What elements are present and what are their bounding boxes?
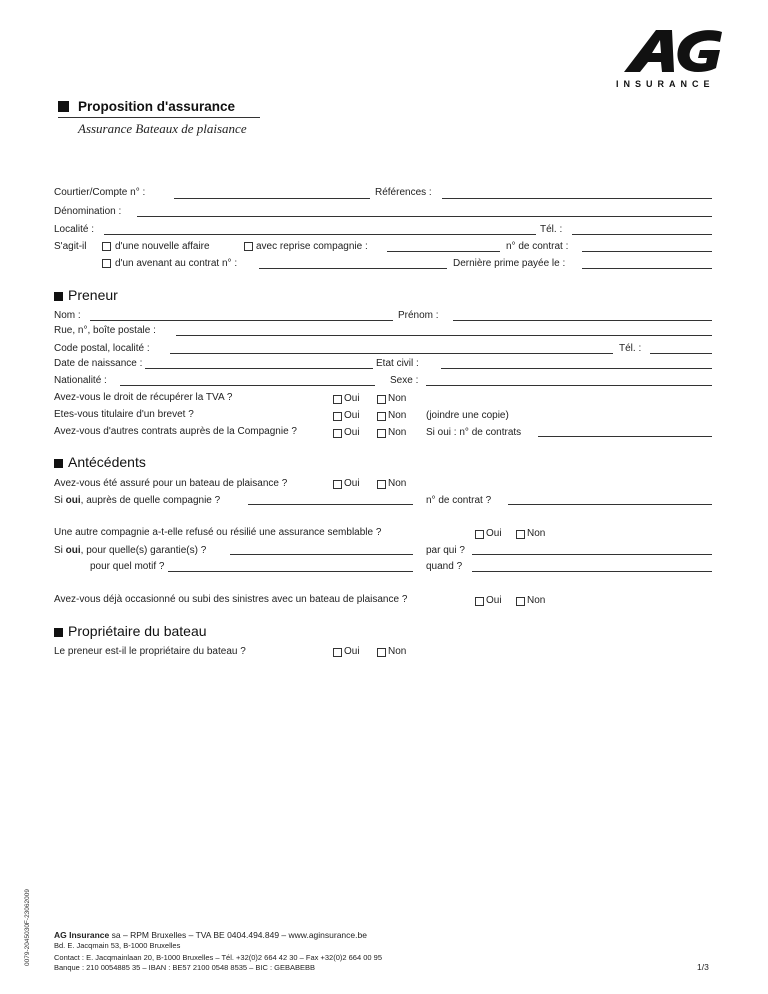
ag-logo [618,22,728,92]
contrat-label: n° de contrat ? [426,495,492,506]
tva-oui-checkbox[interactable] [333,395,342,404]
assure-non-label: Non [388,478,407,489]
compagnie-label: Si oui, auprès de quelle compagnie ? [54,495,221,506]
assure-oui-checkbox[interactable] [333,480,342,489]
localite-field[interactable] [104,234,536,235]
refus-non-label: Non [527,528,546,539]
etat-civil-label: Etat civil : [376,358,419,369]
garantie-label: Si oui, pour quelle(s) garantie(s) ? [54,545,207,556]
courtier-label: Courtier/Compte n° : [54,187,146,198]
reprise-checkbox[interactable] [244,242,253,251]
sinistres-oui-label: Oui [486,595,502,606]
sexe-label: Sexe : [390,375,419,386]
tva-non-checkbox[interactable] [377,395,386,404]
q-assure: Avez-vous été assuré pour un bateau de plaisance ? [54,478,288,489]
q-contrats: Avez-vous d'autres contrats auprès de la Compagnie ? [54,426,297,437]
assure-oui-label: Oui [344,478,360,489]
nom-label: Nom : [54,310,81,321]
refus-non-checkbox[interactable] [516,530,525,539]
page-subtitle: Assurance Bateaux de plaisance [78,121,247,136]
preneur-marker-icon [54,292,63,301]
si-oui-contrats-label: Si oui : n° de contrats [426,427,522,438]
parqui-field[interactable] [472,554,712,555]
tva-oui-label: Oui [344,393,360,404]
contrat-field[interactable] [508,504,712,505]
prime-field[interactable] [582,268,712,269]
nouvelle-affaire-label: d'une nouvelle affaire [115,241,210,252]
prime-label: Dernière prime payée le : [453,258,566,269]
header-rule [58,117,260,118]
rue-field[interactable] [176,335,712,336]
brevet-non-checkbox[interactable] [377,412,386,421]
localite-label: Localité : [54,224,95,235]
etat-civil-field[interactable] [441,368,712,369]
motif-label: pour quel motif ? [90,561,165,572]
denomination-label: Dénomination : [54,206,122,217]
footer-line1: AG Insurance sa – RPM Bruxelles – TVA BE 0404.494.849 – www.aginsurance.be [54,930,367,940]
reprise-label: avec reprise compagnie : [256,241,368,252]
parqui-label: par qui ? [426,545,465,556]
q-sinistres: Avez-vous déjà occasionné ou subi des sinistres avec un bateau de plaisance ? [54,594,408,605]
q-proprietaire: Le preneur est-il le propriétaire du bateau ? [54,646,246,657]
contrat-no-label: n° de contrat : [506,241,569,252]
footer-line4: Banque : 210 0054885 35 – IBAN : BE57 2100 0548 8535 – BIC : GEBABEBB [54,963,316,972]
tel2-field[interactable] [650,353,712,354]
contrats-oui-label: Oui [344,427,360,438]
sexe-field[interactable] [426,385,712,386]
logo-wordmark: INSURANCE [616,79,715,89]
document-code: 0079-2045030F-23062009 [24,889,31,966]
footer-line3: Contact : E. Jacqmainlaan 20, B-1000 Bruxelles – Tél. +32(0)2 664 42 30 – Fax +32(0)2 664 00 95 [54,953,382,962]
cp-label: Code postal, localité : [54,343,150,354]
nationalite-label: Nationalité : [54,375,107,386]
antecedents-heading: Antécédents [68,454,146,470]
references-field[interactable] [442,198,712,199]
tel2-label: Tél. : [619,343,642,354]
prenom-label: Prénom : [398,310,439,321]
q-tva: Avez-vous le droit de récupérer la TVA ? [54,392,233,403]
contrats-non-checkbox[interactable] [377,429,386,438]
sinistres-non-checkbox[interactable] [516,597,525,606]
footer-line2: Bd. E. Jacqmain 53, B-1000 Bruxelles [54,941,181,950]
compagnie-field[interactable] [248,504,413,505]
si-oui-contrats-field[interactable] [538,436,712,437]
courtier-field[interactable] [174,198,370,199]
header-marker-icon [58,101,69,112]
sagit-label: S'agit-il [54,241,87,252]
brevet-oui-label: Oui [344,410,360,421]
sinistres-non-label: Non [527,595,546,606]
tel-field[interactable] [572,234,712,235]
avenant-checkbox[interactable] [102,259,111,268]
sinistres-oui-checkbox[interactable] [475,597,484,606]
joindre-note: (joindre une copie) [426,410,509,421]
assure-non-checkbox[interactable] [377,480,386,489]
avenant-field[interactable] [259,268,447,269]
antecedents-marker-icon [54,459,63,468]
rue-label: Rue, n°, boîte postale : [54,325,156,336]
proprietaire-non-label: Non [388,646,407,657]
contrats-non-label: Non [388,427,407,438]
proprietaire-heading: Propriétaire du bateau [68,623,207,639]
page-title: Proposition d'assurance [78,99,235,114]
proprietaire-oui-label: Oui [344,646,360,657]
motif-field[interactable] [168,571,413,572]
refus-oui-checkbox[interactable] [475,530,484,539]
reprise-field[interactable] [387,251,500,252]
refus-oui-label: Oui [486,528,502,539]
contrat-no-field[interactable] [582,251,712,252]
ag-logo-mark-icon [618,22,728,78]
proprietaire-non-checkbox[interactable] [377,648,386,657]
contrats-oui-checkbox[interactable] [333,429,342,438]
brevet-non-label: Non [388,410,407,421]
denomination-field[interactable] [137,216,712,217]
quand-field[interactable] [472,571,712,572]
garantie-field[interactable] [230,554,413,555]
q-brevet: Etes-vous titulaire d'un brevet ? [54,409,194,420]
cp-field[interactable] [170,353,613,354]
avenant-label: d'un avenant au contrat n° : [115,258,238,269]
nouvelle-affaire-checkbox[interactable] [102,242,111,251]
naissance-label: Date de naissance : [54,358,143,369]
preneur-heading: Preneur [68,287,118,303]
tva-non-label: Non [388,393,407,404]
quand-label: quand ? [426,561,463,572]
proprietaire-marker-icon [54,628,63,637]
nom-field[interactable] [90,320,393,321]
naissance-field[interactable] [145,368,373,369]
nationalite-field[interactable] [120,385,375,386]
brevet-oui-checkbox[interactable] [333,412,342,421]
references-label: Références : [375,187,432,198]
tel-label: Tél. : [540,224,563,235]
page-number: 1/3 [697,962,709,972]
prenom-field[interactable] [453,320,712,321]
q-refus: Une autre compagnie a-t-elle refusé ou résilié une assurance semblable ? [54,527,382,538]
proprietaire-oui-checkbox[interactable] [333,648,342,657]
